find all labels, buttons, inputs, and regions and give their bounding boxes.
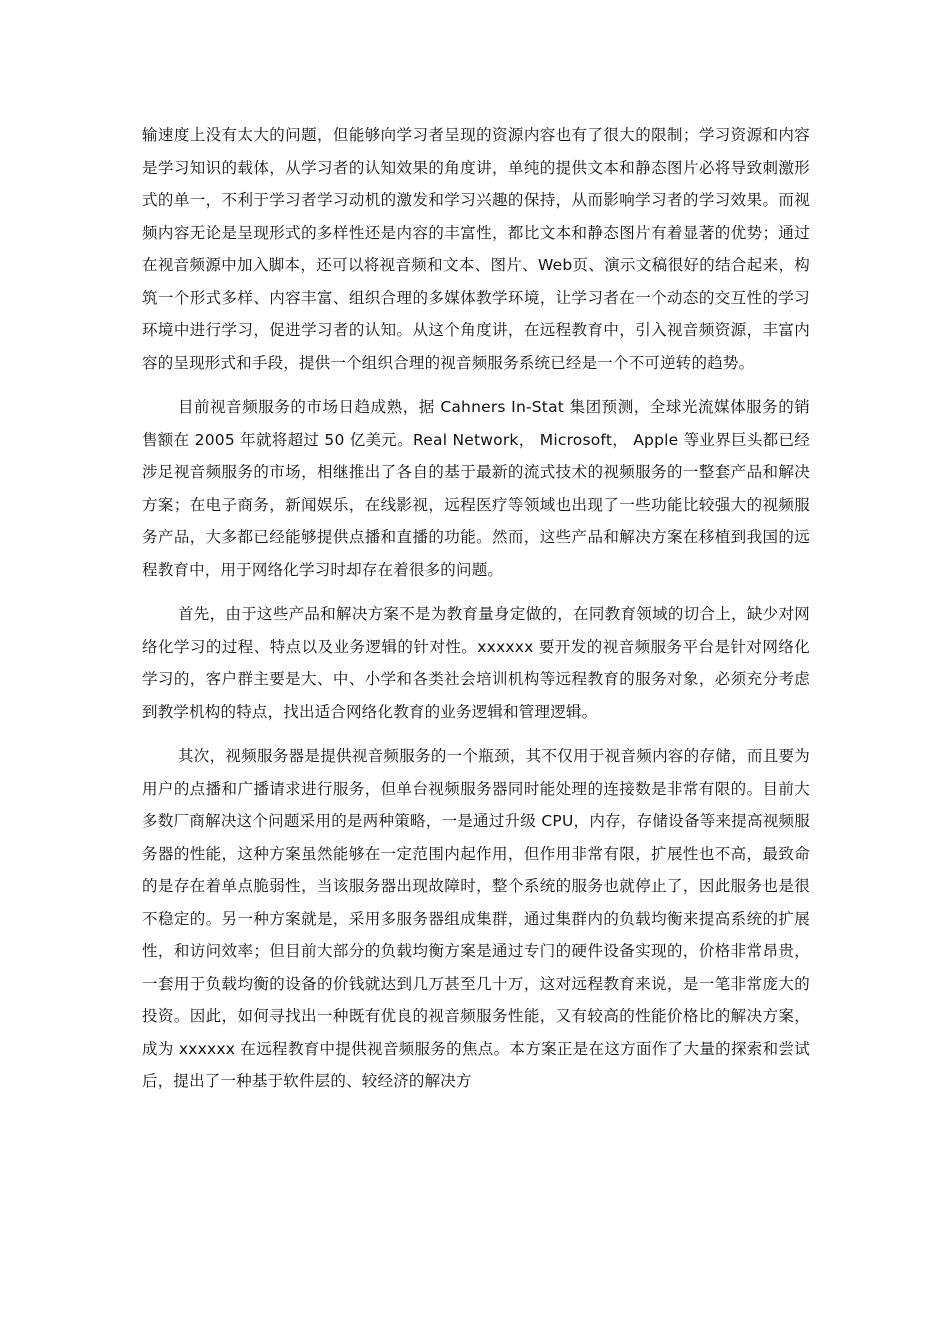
paragraph-market: 目前视音频服务的市场日趋成熟，据 Cahners In-Stat 集团预测，全球光流媒体服务的销售额在 2005 年就将超过 50 亿美元。Real Network， Microsoft， Apple 等业界巨头都已经涉足视音频服务的市场，相继推出了各自的基于最新的流式技术的视频服务的一整套产品和解决方案；在电子商务，新闻娱乐，在线影视，远程医疗等领域也出现了一些功能比较强大的视频服务产品，大多都已经能够提供点播和直播的功能。然而，这些产品和解决方案在移植到我国的远程教育中，用于网络化学习时却存在着很多的问题。 <box>142 398 810 579</box>
document-body <box>142 119 810 1110</box>
paragraph-first-issue: 首先，由于这些产品和解决方案不是为教育量身定做的，在同教育领域的切合上，缺少对网络化学习的过程、特点以及业务逻辑的针对性。xxxxxx 要开发的视音频服务平台是针对网络化学习的，客户群主要是大、中、小学和各类社会培训机构等远程教育的服务对象，必须充分考虑到教学机构的特点，找出适合网络化教育的业务逻辑和管理逻辑。 <box>142 605 810 721</box>
paragraph-second-issue: 其次，视频服务器是提供视音频服务的一个瓶颈，其不仅用于视音频内容的存储，而且要为用户的点播和广播请求进行服务，但单台视频服务器同时能处理的连接数是非常有限的。目前大多数厂商解决这个问题采用的是两种策略，一是通过升级 CPU，内存，存储设备等来提高视频服务器的性能，这种方案虽然能够在一定范围内起作用，但作用非常有限，扩展性也不高，最致命的是存在着单点脆弱性，当该服务器出现故障时，整个系统的服务也就停止了，因此服务也是很不稳定的。另一种方案就是，采用多服务器组成集群，通过集群内的负载均衡来提高系统的扩展性，和访问效率；但目前大部分的负载均衡方案是通过专门的硬件设备实现的，价格非常昂贵，一套用于负载均衡的设备的价钱就达到几万甚至几十万，这对远程教育来说，是一笔非常庞大的投资。因此，如何寻找出一种既有优良的视音频服务性能，又有较高的性能价格比的解决方案，成为 xxxxxx 在远程教育中提供视音频服务的焦点。本方案正是在这方面作了大量的探索和尝试后，提出了一种基于软件层的、较经济的解决方 <box>142 747 810 1090</box>
paragraph-continuation: 输速度上没有太大的问题，但能够向学习者呈现的资源内容也有了很大的限制；学习资源和内容是学习知识的载体，从学习者的认知效果的角度讲，单纯的提供文本和静态图片必将导致刺激形式的单一，不利于学习者学习动机的激发和学习兴趣的保持，从而影响学习者的学习效果。而视频内容无论是呈现形式的多样性还是内容的丰富性，都比文本和静态图片有着显著的优势；通过在视音频源中加入脚本，还可以将视音频和文本、图片、Web页、演示文稿很好的结合起来，构筑一个形式多样、内容丰富、组织合理的多媒体教学环境，让学习者在一个动态的交互性的学习环境中进行学习，促进学习者的认知。从这个角度讲，在远程教育中，引入视音频资源，丰富内容的呈现形式和手段，提供一个组织合理的视音频服务系统已经是一个不可逆转的趋势。 <box>142 126 810 372</box>
